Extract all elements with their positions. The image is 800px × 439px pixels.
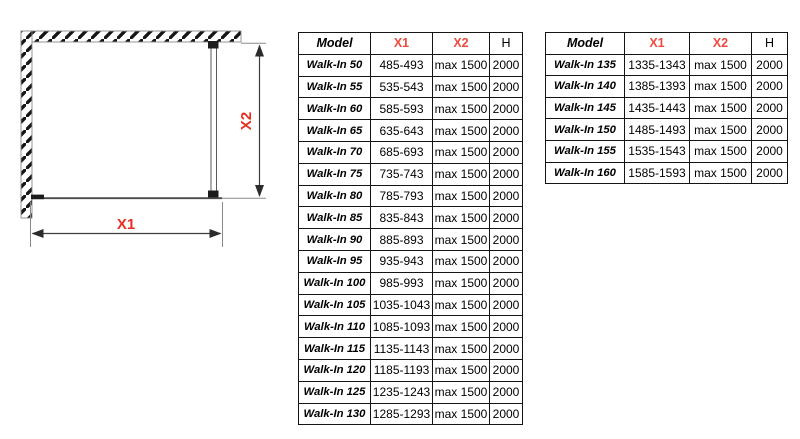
table-row bbox=[299, 338, 523, 360]
cell-model: Walk-In 150 bbox=[546, 119, 625, 141]
cell-x1: 785-793 bbox=[371, 185, 433, 207]
table-row bbox=[299, 54, 523, 76]
header-model: Model bbox=[299, 33, 371, 55]
cell-h: 2000 bbox=[490, 141, 523, 163]
cell-x2: max 1500 bbox=[433, 54, 490, 76]
x1-dimension-label: X1 bbox=[116, 216, 136, 233]
table-row bbox=[299, 272, 523, 294]
cell-model: Walk-In 50 bbox=[299, 54, 371, 76]
cell-x2: max 1500 bbox=[433, 98, 490, 120]
cell-model: Walk-In 110 bbox=[299, 316, 371, 338]
cell-h: 2000 bbox=[752, 54, 788, 76]
table-row bbox=[546, 97, 788, 119]
cell-x2: max 1500 bbox=[433, 185, 490, 207]
cell-h: 2000 bbox=[490, 120, 523, 142]
cell-x2: max 1500 bbox=[433, 272, 490, 294]
cell-x1: 1485-1493 bbox=[625, 119, 690, 141]
cell-x2: max 1500 bbox=[433, 141, 490, 163]
cell-x2: max 1500 bbox=[433, 294, 490, 316]
cell-x1: 585-593 bbox=[371, 98, 433, 120]
top-bracket bbox=[208, 41, 219, 49]
wall-profile-bracket bbox=[31, 195, 44, 200]
cell-h: 2000 bbox=[752, 97, 788, 119]
cell-x1: 935-943 bbox=[371, 250, 433, 272]
cell-x2: max 1500 bbox=[433, 359, 490, 381]
cell-x1: 885-893 bbox=[371, 229, 433, 251]
cell-model: Walk-In 125 bbox=[299, 381, 371, 403]
cell-model: Walk-In 145 bbox=[546, 97, 625, 119]
cell-h: 2000 bbox=[752, 76, 788, 98]
table-row bbox=[546, 54, 788, 76]
cell-h: 2000 bbox=[490, 338, 523, 360]
cell-x1: 1185-1193 bbox=[371, 359, 433, 381]
cell-h: 2000 bbox=[752, 162, 788, 184]
cell-model: Walk-In 140 bbox=[546, 76, 625, 98]
cell-model: Walk-In 100 bbox=[299, 272, 371, 294]
header-row bbox=[546, 33, 788, 55]
header-x1: X1 bbox=[371, 33, 433, 55]
cell-x1: 1435-1443 bbox=[625, 97, 690, 119]
table-row bbox=[299, 316, 523, 338]
cell-h: 2000 bbox=[752, 119, 788, 141]
cell-model: Walk-In 155 bbox=[546, 140, 625, 162]
cell-model: Walk-In 105 bbox=[299, 294, 371, 316]
cell-h: 2000 bbox=[490, 229, 523, 251]
cell-x1: 1335-1343 bbox=[625, 54, 690, 76]
header-row bbox=[299, 33, 523, 55]
header-h: H bbox=[490, 33, 523, 55]
cell-x2: max 1500 bbox=[433, 338, 490, 360]
cell-model: Walk-In 75 bbox=[299, 163, 371, 185]
table-row bbox=[299, 250, 523, 272]
cell-x2: max 1500 bbox=[433, 403, 490, 425]
cell-model: Walk-In 130 bbox=[299, 403, 371, 425]
cell-x2: max 1500 bbox=[690, 140, 752, 162]
table-row bbox=[546, 119, 788, 141]
cell-h: 2000 bbox=[490, 163, 523, 185]
cell-h: 2000 bbox=[490, 185, 523, 207]
cell-x2: max 1500 bbox=[433, 250, 490, 272]
cell-x1: 1085-1093 bbox=[371, 316, 433, 338]
spec-table-walkin-50-130 bbox=[298, 32, 523, 425]
cell-x2: max 1500 bbox=[433, 316, 490, 338]
cell-h: 2000 bbox=[490, 381, 523, 403]
cell-x2: max 1500 bbox=[690, 97, 752, 119]
cell-x2: max 1500 bbox=[433, 381, 490, 403]
cell-x2: max 1500 bbox=[433, 76, 490, 98]
table-row bbox=[546, 76, 788, 98]
table-row bbox=[299, 359, 523, 381]
table-row bbox=[299, 381, 523, 403]
header-h: H bbox=[752, 33, 788, 55]
cell-x2: max 1500 bbox=[690, 54, 752, 76]
table-row bbox=[299, 185, 523, 207]
cell-x1: 1585-1593 bbox=[625, 162, 690, 184]
header-model: Model bbox=[546, 33, 625, 55]
cell-h: 2000 bbox=[490, 294, 523, 316]
glass-panel bbox=[211, 42, 217, 198]
bottom-bracket bbox=[208, 191, 219, 199]
x2-dimension-label: X2 bbox=[238, 111, 255, 131]
wall-top-hatch bbox=[21, 31, 241, 42]
cell-x1: 1135-1143 bbox=[371, 338, 433, 360]
cell-h: 2000 bbox=[752, 140, 788, 162]
cell-model: Walk-In 115 bbox=[299, 338, 371, 360]
cell-x2: max 1500 bbox=[690, 76, 752, 98]
cell-x2: max 1500 bbox=[690, 162, 752, 184]
cell-model: Walk-In 90 bbox=[299, 229, 371, 251]
cell-model: Walk-In 60 bbox=[299, 98, 371, 120]
cell-h: 2000 bbox=[490, 403, 523, 425]
table-row bbox=[299, 229, 523, 251]
cell-x1: 835-843 bbox=[371, 207, 433, 229]
cell-h: 2000 bbox=[490, 316, 523, 338]
table-row bbox=[299, 207, 523, 229]
cell-model: Walk-In 160 bbox=[546, 162, 625, 184]
cell-model: Walk-In 135 bbox=[546, 54, 625, 76]
cell-model: Walk-In 80 bbox=[299, 185, 371, 207]
cell-x1: 1535-1543 bbox=[625, 140, 690, 162]
cell-x1: 685-693 bbox=[371, 141, 433, 163]
cell-h: 2000 bbox=[490, 272, 523, 294]
cell-x1: 485-493 bbox=[371, 54, 433, 76]
cell-x1: 1285-1293 bbox=[371, 403, 433, 425]
header-x1: X1 bbox=[625, 33, 690, 55]
header-x2: X2 bbox=[690, 33, 752, 55]
cell-model: Walk-In 95 bbox=[299, 250, 371, 272]
cell-x1: 535-543 bbox=[371, 76, 433, 98]
cell-x2: max 1500 bbox=[433, 163, 490, 185]
cell-x1: 635-643 bbox=[371, 120, 433, 142]
table-row bbox=[299, 98, 523, 120]
cell-h: 2000 bbox=[490, 207, 523, 229]
cell-x2: max 1500 bbox=[433, 207, 490, 229]
spec-table-walkin-135-160 bbox=[545, 32, 788, 184]
table-row bbox=[299, 163, 523, 185]
wall-left-hatch bbox=[21, 31, 32, 218]
table-row bbox=[299, 294, 523, 316]
cell-h: 2000 bbox=[490, 250, 523, 272]
table-row bbox=[299, 141, 523, 163]
cell-h: 2000 bbox=[490, 54, 523, 76]
cell-model: Walk-In 55 bbox=[299, 76, 371, 98]
header-x2: X2 bbox=[433, 33, 490, 55]
cell-h: 2000 bbox=[490, 98, 523, 120]
technical-drawing bbox=[0, 0, 290, 260]
table-row bbox=[299, 120, 523, 142]
cell-x2: max 1500 bbox=[433, 229, 490, 251]
cell-model: Walk-In 65 bbox=[299, 120, 371, 142]
cell-x1: 1035-1043 bbox=[371, 294, 433, 316]
cell-x1: 985-993 bbox=[371, 272, 433, 294]
table-row bbox=[299, 76, 523, 98]
cell-model: Walk-In 120 bbox=[299, 359, 371, 381]
cell-x2: max 1500 bbox=[433, 120, 490, 142]
cell-x2: max 1500 bbox=[690, 119, 752, 141]
cell-x1: 735-743 bbox=[371, 163, 433, 185]
table-row bbox=[299, 403, 523, 425]
cell-h: 2000 bbox=[490, 359, 523, 381]
cell-x1: 1385-1393 bbox=[625, 76, 690, 98]
table-row bbox=[546, 140, 788, 162]
cell-model: Walk-In 70 bbox=[299, 141, 371, 163]
cell-x1: 1235-1243 bbox=[371, 381, 433, 403]
table-row bbox=[546, 162, 788, 184]
cell-model: Walk-In 85 bbox=[299, 207, 371, 229]
cell-h: 2000 bbox=[490, 76, 523, 98]
